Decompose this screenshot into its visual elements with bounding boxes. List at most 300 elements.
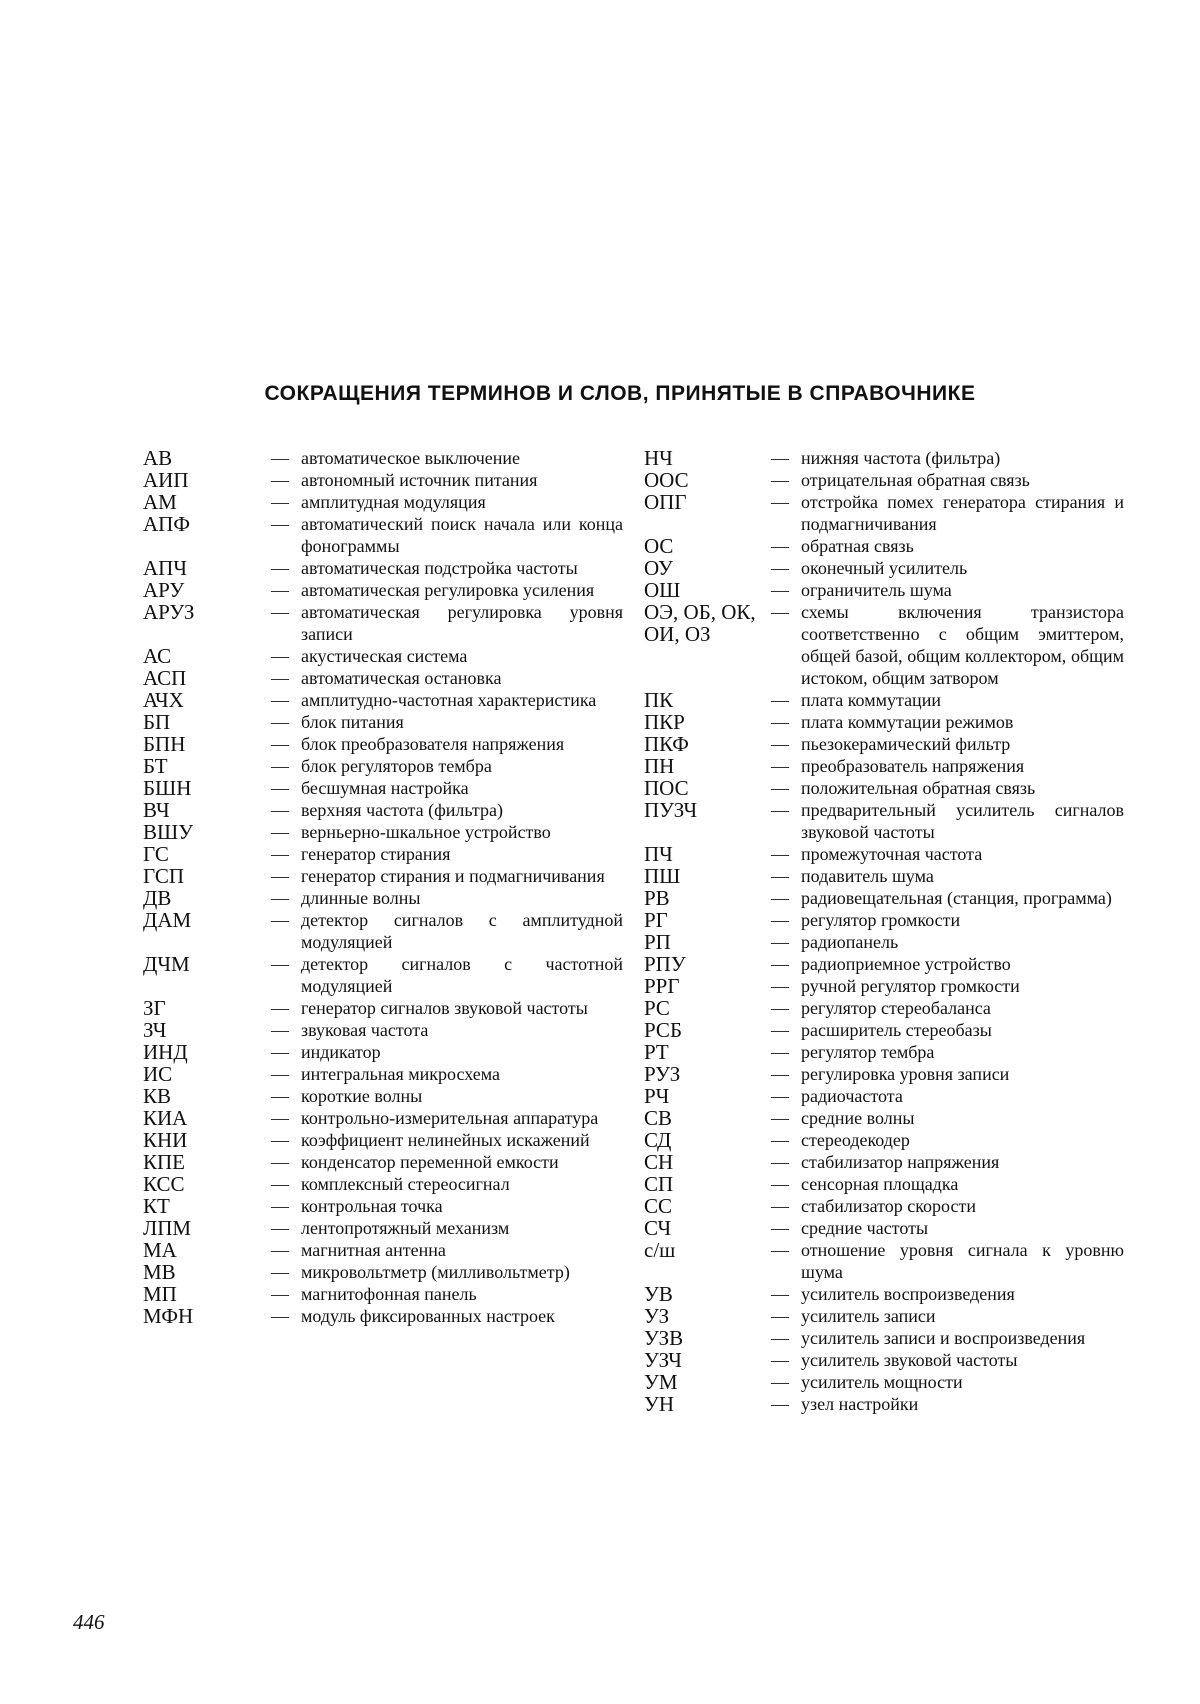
abbreviation-term: РРГ [644,974,680,998]
abbreviation-definition: автоматическая остановка [301,668,502,688]
abbreviation-definition: средние волны [801,1108,915,1128]
entry-dash: — [271,1086,289,1106]
entry-dash: — [771,1328,789,1348]
entry-dash: — [271,998,289,1018]
abbreviation-definition: усилитель записи и воспроизведения [801,1328,1086,1348]
abbreviation-entry [644,1195,1124,1217]
abbreviation-entry [143,447,623,469]
abbreviation-term: ЗГ [143,996,166,1020]
abbreviation-entry [143,1195,623,1217]
abbreviation-entry [644,1085,1124,1107]
abbreviation-definition: автоматическая регулировка усиления [301,580,595,600]
entry-dash: — [271,1284,289,1304]
abbreviation-entry [644,909,1124,931]
abbreviation-entry [143,469,623,491]
abbreviation-term: УН [644,1392,675,1416]
entry-dash: — [771,712,789,732]
abbreviation-term: КПЕ [143,1150,185,1174]
abbreviation-definition: радиочастота [801,1086,903,1106]
entry-dash: — [271,1262,289,1282]
entry-dash: — [271,514,289,534]
entry-dash: — [771,932,789,952]
abbreviation-definition: микровольтметр (милливольтметр) [301,1262,570,1282]
abbreviation-term: РВ [644,886,670,910]
entry-dash: — [771,756,789,776]
abbreviation-entry [644,1393,1124,1415]
abbreviation-term: ДВ [143,886,172,910]
entry-dash: — [271,756,289,776]
abbreviation-entry [143,733,623,755]
abbreviation-entry [143,1305,623,1327]
abbreviation-definition: ручной регулятор громкости [801,976,1020,996]
abbreviation-entry [644,1327,1124,1349]
entry-dash: — [771,602,789,622]
abbreviation-definition: магнитофонная панель [301,1284,477,1304]
abbreviation-definition: схемы включения транзистора соответственно с общим эмиттером, общей базой, общим коллектором, общим истоком, общим затвором [801,602,1124,688]
abbreviation-entry [644,579,1124,601]
abbreviation-term: ЛПМ [143,1216,192,1240]
entry-dash: — [771,1284,789,1304]
entry-dash: — [271,602,289,622]
abbreviation-term: СС [644,1194,673,1218]
abbreviation-entry [644,755,1124,777]
abbreviation-entry [143,1019,623,1041]
abbreviation-entry [644,1217,1124,1239]
abbreviation-term: УЗВ [644,1326,684,1350]
entry-dash: — [771,1306,789,1326]
entry-dash: — [271,492,289,512]
abbreviation-entry [644,1283,1124,1305]
entry-dash: — [271,580,289,600]
entry-dash: — [771,1196,789,1216]
abbreviation-definition: пьезокерамический фильтр [801,734,1011,754]
abbreviation-term: ПОС [644,776,689,800]
abbreviation-term: БШН [143,776,192,800]
abbreviation-term: МА [143,1238,177,1262]
abbreviation-definition: автономный источник питания [301,470,538,490]
abbreviation-term: ГСП [143,864,185,888]
abbreviation-definition: коэффициент нелинейных искажений [301,1130,590,1150]
entry-dash: — [771,690,789,710]
abbreviation-entry [143,1085,623,1107]
abbreviation-entry [644,1305,1124,1327]
abbreviation-definition: отрицательная обратная связь [801,470,1030,490]
abbreviation-term: СД [644,1128,672,1152]
abbreviation-entry [143,865,623,887]
abbreviation-entry [143,1151,623,1173]
abbreviation-entry [143,1107,623,1129]
abbreviation-term: АЧХ [143,688,184,712]
abbreviation-definition: положительная обратная связь [801,778,1036,798]
entry-dash: — [771,888,789,908]
abbreviation-definition: плата коммутации режимов [801,712,1014,732]
entry-dash: — [271,1174,289,1194]
entry-dash: — [771,1064,789,1084]
abbreviation-definition: регулятор стереобаланса [801,998,991,1018]
abbreviation-term: ВШУ [143,820,194,844]
entry-dash: — [271,822,289,842]
abbreviation-definition: обратная связь [801,536,914,556]
abbreviation-term: РПУ [644,952,686,976]
abbreviation-term: УМ [644,1370,678,1394]
entry-dash: — [771,558,789,578]
abbreviation-definition: блок регуляторов тембра [301,756,492,776]
abbreviation-term: ОПГ [644,490,687,514]
abbreviation-entry [644,535,1124,557]
entry-dash: — [271,712,289,732]
entry-dash: — [771,866,789,886]
abbreviation-definition: блок питания [301,712,404,732]
abbreviation-definition: оконечный усилитель [801,558,968,578]
abbreviation-term: НЧ [644,446,673,470]
entry-dash: — [271,470,289,490]
entry-dash: — [271,1130,289,1150]
abbreviation-entry [644,777,1124,799]
entry-dash: — [771,734,789,754]
entry-dash: — [771,844,789,864]
abbreviation-definition: подавитель шума [801,866,934,886]
abbreviation-entry [143,843,623,865]
entry-dash: — [271,1108,289,1128]
abbreviation-entry [143,953,623,997]
abbreviation-term: ОУ [644,556,673,580]
abbreviation-definition: конденсатор переменной емкости [301,1152,559,1172]
abbreviation-term: АРУЗ [143,600,195,624]
abbreviation-entry [644,1173,1124,1195]
abbreviation-definition: автоматическое выключение [301,448,521,468]
abbreviation-entry [143,1261,623,1283]
abbreviation-entry [644,1107,1124,1129]
abbreviation-entry [143,799,623,821]
entry-dash: — [771,976,789,996]
abbreviation-definition: сенсорная площадка [801,1174,959,1194]
abbreviation-term: ОШ [644,578,681,602]
abbreviation-term: КТ [143,1194,170,1218]
abbreviation-list-left [143,447,623,1327]
entry-dash: — [771,1372,789,1392]
abbreviation-entry [644,931,1124,953]
abbreviation-definition: бесшумная настройка [301,778,469,798]
abbreviation-term: ГС [143,842,169,866]
abbreviation-term: ПЧ [644,842,673,866]
abbreviation-term: ИС [143,1062,173,1086]
abbreviation-term: АСП [143,666,187,690]
abbreviation-term: ОЭ, ОБ, ОК, ОИ, ОЗ [644,600,756,646]
entry-dash: — [771,470,789,490]
abbreviation-term: АИП [143,468,189,492]
abbreviation-term: КИА [143,1106,188,1130]
abbreviation-entry [143,887,623,909]
abbreviation-term: БП [143,710,171,734]
abbreviation-entry [143,997,623,1019]
abbreviation-definition: генератор сигналов звуковой частоты [301,998,588,1018]
abbreviation-definition: отстройка помех генератора стирания и подмагничивания [801,492,1124,534]
abbreviation-entry [143,909,623,953]
entry-dash: — [271,844,289,864]
abbreviation-definition: контрольно-измерительная аппаратура [301,1108,599,1128]
entry-dash: — [271,448,289,468]
abbreviation-definition: автоматическая регулировка уровня записи [301,602,623,644]
abbreviation-entry [143,491,623,513]
entry-dash: — [771,1240,789,1260]
abbreviation-entry [143,513,623,557]
abbreviation-definition: стереодекодер [801,1130,910,1150]
abbreviation-term: РГ [644,908,668,932]
entry-dash: — [771,998,789,1018]
abbreviation-definition: лентопротяжный механизм [301,1218,510,1238]
abbreviation-term: СЧ [644,1216,672,1240]
abbreviation-definition: комплексный стереосигнал [301,1174,510,1194]
abbreviation-entry [143,1283,623,1305]
abbreviation-entry [644,1239,1124,1283]
abbreviation-entry [644,1349,1124,1371]
abbreviation-entry [143,645,623,667]
abbreviation-term: РЧ [644,1084,670,1108]
abbreviation-definition: радиопанель [801,932,899,952]
abbreviation-term: МП [143,1282,177,1306]
entry-dash: — [771,800,789,820]
abbreviation-term: КНИ [143,1128,188,1152]
entry-dash: — [271,668,289,688]
abbreviation-entry [644,1041,1124,1063]
abbreviation-term: РС [644,996,670,1020]
abbreviation-definition: амплитудно-частотная характеристика [301,690,597,710]
entry-dash: — [271,558,289,578]
entry-dash: — [771,1152,789,1172]
entry-dash: — [271,1064,289,1084]
entry-dash: — [271,734,289,754]
entry-dash: — [771,1108,789,1128]
abbreviation-definition: узел настройки [801,1394,919,1414]
entry-dash: — [771,580,789,600]
abbreviation-term: ДЧМ [143,952,190,976]
entry-dash: — [771,492,789,512]
abbreviation-definition: звуковая частота [301,1020,429,1040]
abbreviation-term: ВЧ [143,798,170,822]
abbreviation-term: РТ [644,1040,669,1064]
entry-dash: — [771,1350,789,1370]
entry-dash: — [271,1196,289,1216]
entry-dash: — [271,954,289,974]
abbreviation-entry [143,1239,623,1261]
abbreviation-term: РУЗ [644,1062,681,1086]
abbreviation-definition: расширитель стереобазы [801,1020,992,1040]
entry-dash: — [771,536,789,556]
entry-dash: — [271,800,289,820]
abbreviation-term: ПКР [644,710,685,734]
abbreviation-definition: длинные волны [301,888,421,908]
abbreviation-term: АМ [143,490,177,514]
abbreviation-definition: короткие волны [301,1086,423,1106]
abbreviation-definition: индикатор [301,1042,381,1062]
abbreviation-entry [644,843,1124,865]
abbreviation-definition: плата коммутации [801,690,941,710]
abbreviation-entry [143,821,623,843]
abbreviation-term: АПЧ [143,556,187,580]
page-number: 446 [73,1610,105,1634]
abbreviation-definition: радиовещательная (станция, программа) [801,888,1112,908]
abbreviation-entry [644,557,1124,579]
entry-dash: — [771,1394,789,1414]
abbreviation-entry [644,1371,1124,1393]
abbreviation-entry [143,557,623,579]
abbreviation-term: ОС [644,534,674,558]
abbreviation-definition: усилитель мощности [801,1372,963,1392]
entry-dash: — [271,1240,289,1260]
entry-dash: — [271,646,289,666]
abbreviation-list-right [644,447,1124,1415]
abbreviation-entry [644,711,1124,733]
entry-dash: — [271,1218,289,1238]
abbreviation-term: АВ [143,446,173,470]
abbreviation-definition: верхняя частота (фильтра) [301,800,503,820]
abbreviation-definition: детектор сигналов с амплитудной модуляцией [301,910,623,952]
abbreviation-entry [644,997,1124,1019]
abbreviation-definition: генератор стирания и подмагничивания [301,866,605,886]
entry-dash: — [771,1042,789,1062]
abbreviation-term: ИНД [143,1040,188,1064]
abbreviation-term: МВ [143,1260,176,1284]
abbreviation-term: РП [644,930,671,954]
abbreviation-term: КСС [143,1172,185,1196]
abbreviation-term: КВ [143,1084,172,1108]
abbreviation-term: БПН [143,732,186,756]
abbreviation-definition: усилитель записи [801,1306,936,1326]
entry-dash: — [771,1174,789,1194]
abbreviation-definition: радиоприемное устройство [801,954,1011,974]
abbreviation-entry [644,733,1124,755]
abbreviation-entry [143,755,623,777]
abbreviation-term: СВ [644,1106,673,1130]
abbreviation-definition: блок преобразователя напряжения [301,734,565,754]
abbreviation-entry [143,1217,623,1239]
abbreviation-definition: регулятор громкости [801,910,961,930]
abbreviation-entry [143,777,623,799]
abbreviation-entry [644,469,1124,491]
entry-dash: — [771,448,789,468]
abbreviation-term: ПК [644,688,674,712]
abbreviation-definition: преобразователь напряжения [801,756,1025,776]
abbreviation-term: УЗЧ [644,1348,682,1372]
abbreviation-entry [644,799,1124,843]
abbreviation-definition: нижняя частота (фильтра) [801,448,1001,468]
abbreviation-definition: детектор сигналов с частотной модуляцией [301,954,623,996]
entry-dash: — [271,1152,289,1172]
abbreviation-definition: акустическая система [301,646,468,666]
abbreviation-entry [143,667,623,689]
abbreviation-entry [143,601,623,645]
abbreviation-term: СН [644,1150,674,1174]
abbreviation-entry [644,975,1124,997]
abbreviation-term: АРУ [143,578,185,602]
abbreviation-entry [143,579,623,601]
entry-dash: — [271,910,289,930]
entry-dash: — [771,1020,789,1040]
abbreviation-term: СП [644,1172,674,1196]
entry-dash: — [771,1218,789,1238]
entry-dash: — [271,690,289,710]
entry-dash: — [271,1306,289,1326]
abbreviation-term: УЗ [644,1304,670,1328]
abbreviation-definition: усилитель воспроизведения [801,1284,1015,1304]
abbreviation-definition: усилитель звуковой частоты [801,1350,1018,1370]
abbreviation-entry [143,1129,623,1151]
abbreviation-definition: регулировка уровня записи [801,1064,1010,1084]
abbreviation-entry [644,447,1124,469]
abbreviation-definition: автоматический поиск начала или конца фонограммы [301,514,623,556]
abbreviation-term: УВ [644,1282,673,1306]
entry-dash: — [271,866,289,886]
abbreviation-entry [644,689,1124,711]
abbreviation-term: ООС [644,468,689,492]
abbreviation-term: АПФ [143,512,190,536]
abbreviation-entry [143,711,623,733]
abbreviation-term: ЗЧ [143,1018,167,1042]
abbreviation-entry [143,1041,623,1063]
entry-dash: — [771,1086,789,1106]
abbreviation-definition: стабилизатор скорости [801,1196,976,1216]
entry-dash: — [271,778,289,798]
abbreviation-definition: предварительный усилитель сигналов звуковой частоты [801,800,1124,842]
abbreviation-term: ДАМ [143,908,192,932]
entry-dash: — [771,910,789,930]
abbreviation-entry [644,1019,1124,1041]
abbreviation-term: АС [143,644,172,668]
abbreviation-entry [644,1129,1124,1151]
entry-dash: — [271,1020,289,1040]
abbreviation-entry [644,491,1124,535]
abbreviation-definition: промежуточная частота [801,844,983,864]
abbreviation-term: ПШ [644,864,681,888]
abbreviation-entry [644,865,1124,887]
abbreviation-entry [644,601,1124,689]
abbreviation-definition: амплитудная модуляция [301,492,486,512]
abbreviation-definition: генератор стирания [301,844,451,864]
entry-dash: — [271,888,289,908]
abbreviation-definition: регулятор тембра [801,1042,935,1062]
abbreviation-definition: верньерно-шкальное устройство [301,822,551,842]
entry-dash: — [271,1042,289,1062]
abbreviation-term: БТ [143,754,168,778]
abbreviation-definition: интегральная микросхема [301,1064,501,1084]
abbreviation-entry [143,1063,623,1085]
entry-dash: — [771,1130,789,1150]
abbreviation-term: МФН [143,1304,194,1328]
abbreviation-definition: средние частоты [801,1218,929,1238]
abbreviation-term: ПУЗЧ [644,798,698,822]
abbreviation-definition: ограничитель шума [801,580,952,600]
abbreviation-definition: контрольная точка [301,1196,443,1216]
abbreviation-entry [644,887,1124,909]
abbreviation-term: РСБ [644,1018,683,1042]
entry-dash: — [771,778,789,798]
abbreviation-entry [644,953,1124,975]
abbreviation-entry [143,1173,623,1195]
abbreviation-definition: отношение уровня сигнала к уровню шума [801,1240,1124,1282]
abbreviation-definition: автоматическая подстройка частоты [301,558,578,578]
abbreviation-definition: стабилизатор напряжения [801,1152,1000,1172]
abbreviation-term: ПКФ [644,732,689,756]
abbreviation-term: с/ш [644,1238,676,1262]
abbreviation-entry [143,689,623,711]
abbreviation-entry [644,1063,1124,1085]
entry-dash: — [771,954,789,974]
abbreviation-term: ПН [644,754,675,778]
abbreviation-definition: магнитная антенна [301,1240,446,1260]
abbreviation-definition: модуль фиксированных настроек [301,1306,555,1326]
abbreviation-entry [644,1151,1124,1173]
page-title: СОКРАЩЕНИЯ ТЕРМИНОВ И СЛОВ, ПРИНЯТЫЕ В СПРАВОЧНИКЕ [264,382,976,405]
